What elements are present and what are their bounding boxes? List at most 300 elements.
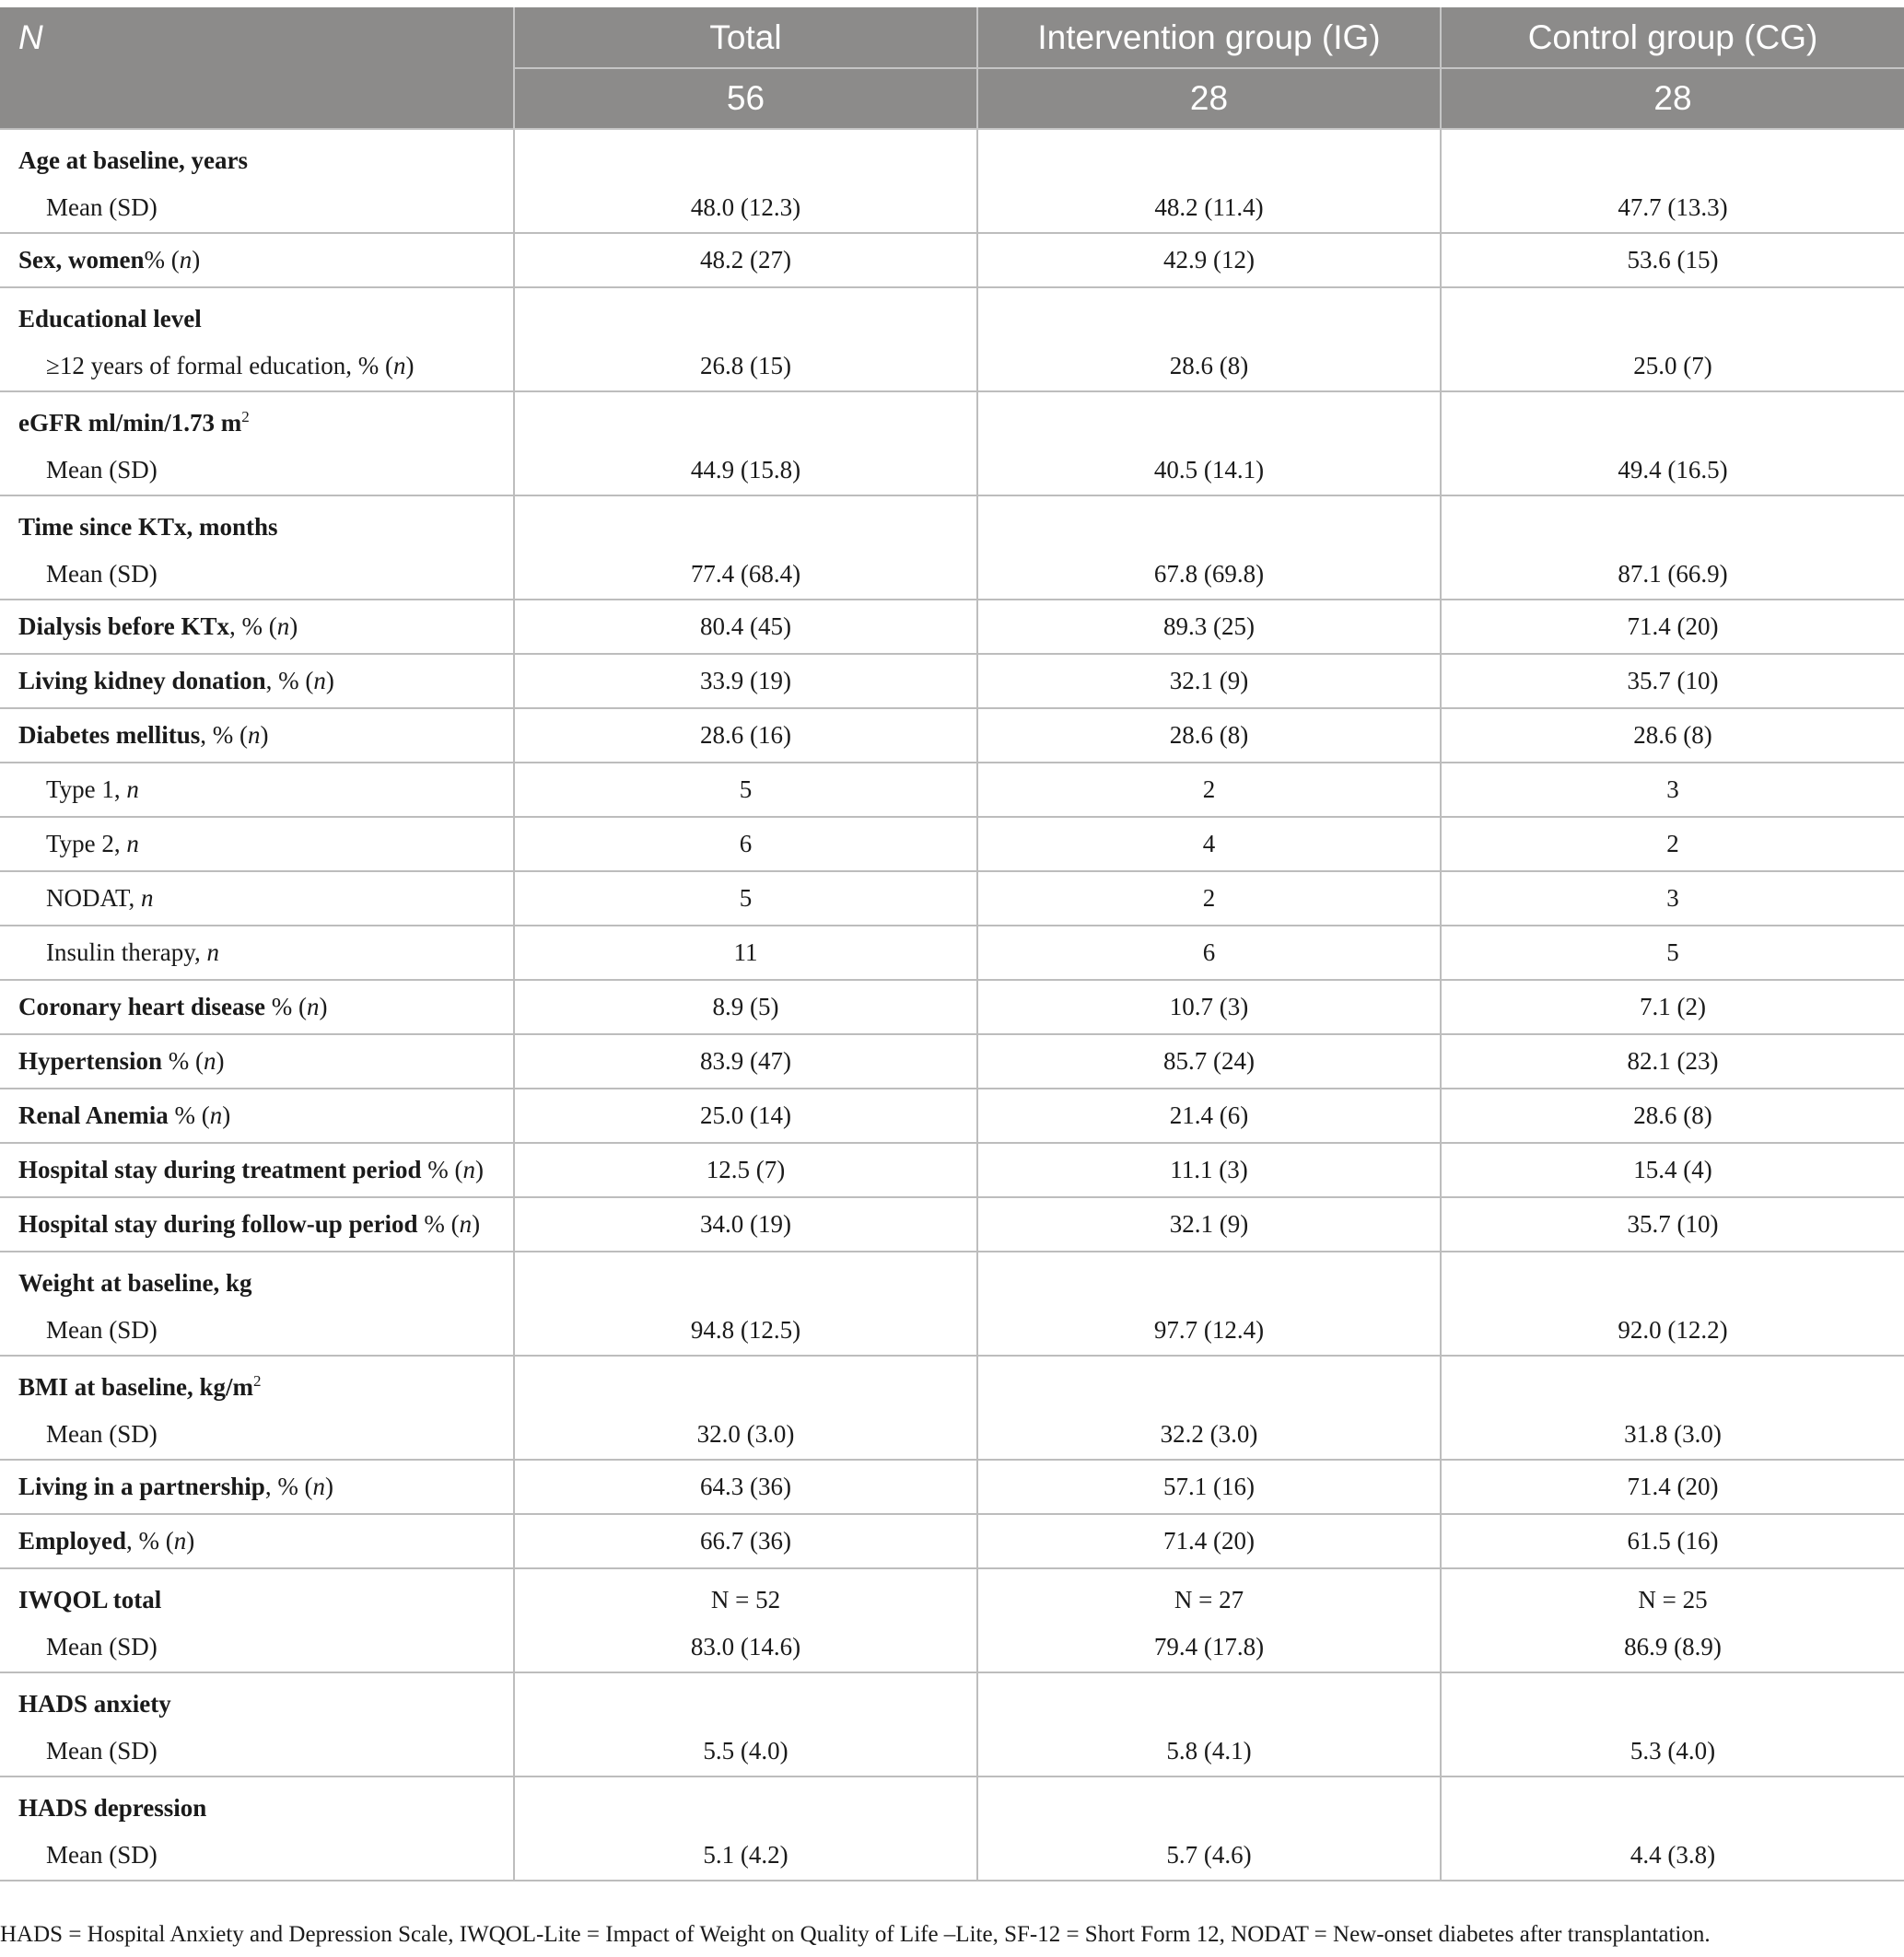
label-superscript: 2 xyxy=(253,1372,262,1390)
cell-subvalue: 4.4 (3.8) xyxy=(1629,1841,1716,1869)
label-italic: n xyxy=(179,246,193,274)
cell-subvalue: 94.8 (12.5) xyxy=(690,1316,801,1344)
cell-value: 28.6 (8) xyxy=(1633,721,1712,749)
row-label xyxy=(0,1673,513,1730)
label-text: Type 1, xyxy=(46,775,127,803)
label-italic: n xyxy=(306,993,320,1020)
row-label-cell xyxy=(0,1197,514,1252)
cell-value: 83.9 (47) xyxy=(700,1047,791,1075)
value-cell xyxy=(514,980,977,1034)
cell-value: 82.1 (23) xyxy=(1627,1047,1719,1075)
value-cell xyxy=(1441,980,1904,1034)
cell-subvalue: 92.0 (12.2) xyxy=(1618,1316,1728,1344)
label-suffix: % ( xyxy=(264,993,307,1020)
cell-value xyxy=(978,1673,1440,1730)
value-cell xyxy=(1441,1356,1904,1460)
value-cell xyxy=(514,1514,977,1568)
table-row xyxy=(0,233,1904,287)
cell-value xyxy=(515,496,976,553)
cell-subvalue: 5.8 (4.1) xyxy=(1166,1737,1252,1765)
cell-subvalue: 40.5 (14.1) xyxy=(1153,456,1265,483)
cell-subvalue: 26.8 (15) xyxy=(700,352,791,379)
row-label xyxy=(0,1777,513,1835)
column-header-intervention: Intervention group (IG) xyxy=(977,7,1441,68)
cell-subvalue: 48.2 (11.4) xyxy=(1154,193,1264,221)
cell-value: 35.7 (10) xyxy=(1627,667,1719,694)
value-cell xyxy=(514,495,977,600)
label-suffix: , % ( xyxy=(229,612,277,640)
cell-value xyxy=(515,392,976,449)
value-cell xyxy=(977,1089,1441,1143)
sublabel-text: Mean (SD) xyxy=(46,456,158,483)
cell-subvalue: 67.8 (69.8) xyxy=(1153,560,1265,588)
n-control: 28 xyxy=(1441,68,1904,129)
cell-value xyxy=(1442,1777,1904,1835)
cell-value: 64.3 (36) xyxy=(700,1473,791,1500)
value-cell xyxy=(977,1514,1441,1568)
cell-subvalue: 28.6 (8) xyxy=(1169,352,1249,379)
value-cell xyxy=(1441,871,1904,926)
cell-value: 2 xyxy=(1202,884,1216,912)
label-suffix-end: ) xyxy=(192,246,201,274)
label-italic: n xyxy=(462,1156,475,1183)
cell-value xyxy=(1442,496,1904,553)
cell-subvalue: 5.3 (4.0) xyxy=(1629,1737,1716,1765)
row-label xyxy=(0,1035,513,1088)
row-label-cell xyxy=(0,708,514,763)
cell-value: N = 52 xyxy=(710,1586,781,1613)
row-label xyxy=(0,709,513,762)
cell-value: 3 xyxy=(1666,775,1679,803)
row-label-cell xyxy=(0,926,514,980)
label-bold: Educational level xyxy=(18,305,202,332)
label-bold: Employed xyxy=(18,1527,127,1555)
value-cell xyxy=(1441,1514,1904,1568)
cell-subvalue: 77.4 (68.4) xyxy=(690,560,801,588)
table-body xyxy=(0,129,1904,1881)
cell-value xyxy=(1442,1252,1904,1310)
cell-value: 5 xyxy=(739,884,753,912)
label-suffix: % ( xyxy=(162,1047,204,1075)
row-sublabel xyxy=(0,187,513,232)
cell-value: 61.5 (16) xyxy=(1627,1527,1719,1555)
cell-subvalue: 87.1 (66.9) xyxy=(1618,560,1728,588)
value-cell xyxy=(1441,1252,1904,1356)
table-footnote: HADS = Hospital Anxiety and Depression Scale, IWQOL-Lite = Impact of Weight on Quality of Life –Lite, SF-12 = Short Form 12, NODAT = New-onset diabetes after transplantation. xyxy=(0,1922,1711,1947)
label-bold: IWQOL total xyxy=(18,1586,162,1613)
value-cell xyxy=(977,129,1441,233)
cell-value xyxy=(978,288,1440,345)
table-row xyxy=(0,1514,1904,1568)
value-cell xyxy=(514,871,977,926)
cell-value: 71.4 (20) xyxy=(1627,612,1719,640)
value-cell xyxy=(1441,708,1904,763)
n-intervention: 28 xyxy=(977,68,1441,129)
cell-subvalue: 5.1 (4.2) xyxy=(703,1841,788,1869)
value-cell xyxy=(1441,1776,1904,1881)
value-cell xyxy=(977,1672,1441,1776)
cell-subvalue: 44.9 (15.8) xyxy=(690,456,801,483)
value-cell xyxy=(1441,391,1904,495)
label-bold: eGFR ml/min/1.73 m xyxy=(18,409,242,437)
cell-subvalue: 5.7 (4.6) xyxy=(1166,1841,1252,1869)
n-header: N xyxy=(0,7,514,129)
row-label-cell xyxy=(0,980,514,1034)
row-label xyxy=(0,234,513,286)
table-row xyxy=(0,600,1904,654)
value-cell xyxy=(514,1034,977,1089)
label-italic: n xyxy=(126,775,139,803)
label-suffix: % ( xyxy=(417,1210,460,1238)
value-cell xyxy=(1441,654,1904,708)
row-sublabel xyxy=(0,1414,513,1459)
value-cell xyxy=(1441,129,1904,233)
label-suffix-end: ) xyxy=(222,1101,231,1129)
cell-value: 57.1 (16) xyxy=(1163,1473,1255,1500)
cell-value: 3 xyxy=(1666,884,1679,912)
value-cell xyxy=(977,1197,1441,1252)
row-label-cell xyxy=(0,1089,514,1143)
cell-value: 12.5 (7) xyxy=(706,1156,786,1183)
table-row xyxy=(0,1252,1904,1356)
cell-value: 34.0 (19) xyxy=(700,1210,791,1238)
cell-value: 32.1 (9) xyxy=(1169,667,1249,694)
cell-value: 21.4 (6) xyxy=(1169,1101,1249,1129)
value-cell xyxy=(514,654,977,708)
row-label-cell xyxy=(0,1356,514,1460)
label-suffix-end: ) xyxy=(474,1156,484,1183)
row-label xyxy=(0,981,513,1033)
row-label xyxy=(0,1569,513,1626)
table-header xyxy=(0,7,1904,129)
n-total: 56 xyxy=(514,68,977,129)
cell-value xyxy=(978,1777,1440,1835)
row-label-cell xyxy=(0,1514,514,1568)
label-italic: n xyxy=(126,830,139,857)
cell-subvalue: 97.7 (12.4) xyxy=(1153,1316,1265,1344)
label-italic: n xyxy=(206,938,219,966)
cell-subvalue: 86.9 (8.9) xyxy=(1624,1633,1722,1660)
label-bold: Sex, women xyxy=(18,246,145,274)
cell-value xyxy=(1442,130,1904,187)
cell-value: 15.4 (4) xyxy=(1633,1156,1712,1183)
sublabel-text: Mean (SD) xyxy=(46,1633,158,1660)
label-superscript: 2 xyxy=(241,408,250,425)
label-bold: Living in a partnership xyxy=(18,1473,265,1500)
label-italic: n xyxy=(313,667,326,694)
label-suffix-end: ) xyxy=(319,993,328,1020)
row-label-cell xyxy=(0,1672,514,1776)
row-label xyxy=(0,1461,513,1513)
value-cell xyxy=(514,1672,977,1776)
cell-subvalue: 47.7 (13.3) xyxy=(1618,193,1728,221)
row-label xyxy=(0,926,513,979)
value-cell xyxy=(1441,287,1904,391)
table-row xyxy=(0,1568,1904,1672)
cell-value xyxy=(1442,392,1904,449)
value-cell xyxy=(1441,817,1904,871)
row-label-cell xyxy=(0,129,514,233)
label-suffix: , % ( xyxy=(265,667,314,694)
label-bold: Dialysis before KTx xyxy=(18,612,229,640)
table-row xyxy=(0,817,1904,871)
table-row xyxy=(0,1197,1904,1252)
value-cell xyxy=(1441,763,1904,817)
value-cell xyxy=(514,763,977,817)
row-label xyxy=(0,1144,513,1196)
label-suffix-end: ) xyxy=(289,612,298,640)
value-cell xyxy=(1441,1672,1904,1776)
table-row xyxy=(0,1460,1904,1514)
value-cell xyxy=(1441,1197,1904,1252)
value-cell xyxy=(514,926,977,980)
table-row xyxy=(0,1776,1904,1881)
value-cell xyxy=(514,1089,977,1143)
value-cell xyxy=(977,871,1441,926)
row-label xyxy=(0,872,513,925)
row-label-cell xyxy=(0,600,514,654)
row-label xyxy=(0,130,513,187)
table-row xyxy=(0,1356,1904,1460)
label-bold: Weight at baseline, kg xyxy=(18,1269,252,1297)
table-row xyxy=(0,871,1904,926)
cell-value: 11 xyxy=(733,938,758,966)
value-cell xyxy=(514,1143,977,1197)
label-suffix-end: ) xyxy=(260,721,269,749)
row-label xyxy=(0,1252,513,1310)
value-cell xyxy=(514,708,977,763)
row-sublabel xyxy=(0,553,513,599)
label-italic: n xyxy=(276,612,290,640)
cell-value: 7.1 (2) xyxy=(1640,993,1706,1020)
value-cell xyxy=(977,287,1441,391)
cell-value: 28.6 (8) xyxy=(1169,721,1249,749)
label-bold: Living kidney donation xyxy=(18,667,266,694)
row-label-cell xyxy=(0,1460,514,1514)
cell-value: 25.0 (14) xyxy=(700,1101,791,1129)
table-row xyxy=(0,926,1904,980)
cell-subvalue: 83.0 (14.6) xyxy=(690,1633,801,1660)
label-bold: Diabetes mellitus xyxy=(18,721,201,749)
sublabel-text: ≥12 years of formal education, % ( xyxy=(46,352,393,379)
cell-value: N = 27 xyxy=(1174,1586,1244,1613)
cell-value xyxy=(1442,288,1904,345)
label-bold: HADS anxiety xyxy=(18,1690,171,1718)
row-label-cell xyxy=(0,1252,514,1356)
cell-value xyxy=(515,130,976,187)
table-row xyxy=(0,708,1904,763)
value-cell xyxy=(977,495,1441,600)
value-cell xyxy=(977,391,1441,495)
table-row xyxy=(0,287,1904,391)
row-label xyxy=(0,392,513,449)
table-row xyxy=(0,980,1904,1034)
sublabel-text: Mean (SD) xyxy=(46,1420,158,1448)
cell-value xyxy=(515,1777,976,1835)
label-italic: n xyxy=(312,1473,326,1500)
row-label xyxy=(0,1357,513,1414)
cell-value: N = 25 xyxy=(1638,1586,1708,1613)
row-label xyxy=(0,655,513,707)
row-label-cell xyxy=(0,1143,514,1197)
table-row xyxy=(0,1143,1904,1197)
cell-value: 32.1 (9) xyxy=(1169,1210,1249,1238)
cell-value: 10.7 (3) xyxy=(1169,993,1249,1020)
cell-value: 11.1 (3) xyxy=(1170,1156,1248,1183)
cell-value: 28.6 (8) xyxy=(1633,1101,1712,1129)
cell-value: 42.9 (12) xyxy=(1163,246,1255,274)
value-cell xyxy=(977,763,1441,817)
value-cell xyxy=(977,654,1441,708)
row-label-cell xyxy=(0,391,514,495)
cell-value: 48.2 (27) xyxy=(700,246,791,274)
cell-value xyxy=(515,1673,976,1730)
label-suffix: , % ( xyxy=(264,1473,313,1500)
cell-subvalue: 32.0 (3.0) xyxy=(696,1420,795,1448)
row-label-cell xyxy=(0,654,514,708)
table-row xyxy=(0,495,1904,600)
row-label-cell xyxy=(0,287,514,391)
value-cell xyxy=(514,1460,977,1514)
label-italic: n xyxy=(459,1210,473,1238)
value-cell xyxy=(977,708,1441,763)
cell-value: 66.7 (36) xyxy=(700,1527,791,1555)
cell-value xyxy=(1442,1357,1904,1414)
label-suffix-end: ) xyxy=(472,1210,481,1238)
row-label xyxy=(0,1198,513,1251)
row-label-cell xyxy=(0,763,514,817)
row-label-cell xyxy=(0,495,514,600)
value-cell xyxy=(977,817,1441,871)
baseline-characteristics-table xyxy=(0,7,1904,1881)
value-cell xyxy=(1441,1460,1904,1514)
row-label xyxy=(0,763,513,816)
cell-value: 6 xyxy=(739,830,753,857)
value-cell xyxy=(1441,233,1904,287)
row-sublabel xyxy=(0,1310,513,1355)
row-label xyxy=(0,600,513,653)
cell-subvalue: 32.2 (3.0) xyxy=(1160,1420,1258,1448)
label-bold: Coronary heart disease xyxy=(18,993,265,1020)
cell-value: 6 xyxy=(1202,938,1216,966)
value-cell xyxy=(1441,1568,1904,1672)
table-row xyxy=(0,763,1904,817)
table-row xyxy=(0,654,1904,708)
label-suffix-end: ) xyxy=(216,1047,225,1075)
cell-value xyxy=(515,1357,976,1414)
cell-value xyxy=(515,288,976,345)
label-suffix-end: ) xyxy=(325,667,334,694)
cell-subvalue: 48.0 (12.3) xyxy=(690,193,801,221)
header-row-groups xyxy=(0,7,1904,68)
sublabel-text: Mean (SD) xyxy=(46,1316,158,1344)
cell-value xyxy=(978,1252,1440,1310)
value-cell xyxy=(514,1356,977,1460)
cell-subvalue: 31.8 (3.0) xyxy=(1624,1420,1722,1448)
value-cell xyxy=(977,1143,1441,1197)
value-cell xyxy=(514,817,977,871)
table-row xyxy=(0,1672,1904,1776)
sublabel-text: Mean (SD) xyxy=(46,1841,158,1869)
label-italic: n xyxy=(209,1101,223,1129)
value-cell xyxy=(1441,926,1904,980)
row-label xyxy=(0,288,513,345)
label-italic: n xyxy=(173,1527,187,1555)
label-bold: Age at baseline, years xyxy=(18,146,248,174)
label-italic: n xyxy=(247,721,261,749)
table-row xyxy=(0,1089,1904,1143)
cell-value: 35.7 (10) xyxy=(1627,1210,1719,1238)
cell-value: 28.6 (16) xyxy=(700,721,791,749)
value-cell xyxy=(977,926,1441,980)
cell-value: 4 xyxy=(1202,830,1216,857)
label-text: Type 2, xyxy=(46,830,127,857)
cell-value xyxy=(1442,1673,1904,1730)
value-cell xyxy=(977,1356,1441,1460)
table-row xyxy=(0,391,1904,495)
row-sublabel xyxy=(0,345,513,390)
value-cell xyxy=(1441,1143,1904,1197)
row-label xyxy=(0,496,513,553)
label-suffix: , % ( xyxy=(200,721,248,749)
row-label-cell xyxy=(0,1568,514,1672)
cell-value: 2 xyxy=(1202,775,1216,803)
label-suffix-end: ) xyxy=(186,1527,195,1555)
label-suffix: % ( xyxy=(421,1156,463,1183)
table-row xyxy=(0,129,1904,233)
cell-value xyxy=(978,392,1440,449)
row-sublabel xyxy=(0,1730,513,1776)
value-cell xyxy=(514,287,977,391)
label-suffix: , % ( xyxy=(126,1527,174,1555)
cell-value: 85.7 (24) xyxy=(1163,1047,1255,1075)
value-cell xyxy=(977,1568,1441,1672)
row-label xyxy=(0,1515,513,1567)
label-bold: Hospital stay during treatment period xyxy=(18,1156,422,1183)
cell-value xyxy=(515,1252,976,1310)
label-bold: Hospital stay during follow-up period xyxy=(18,1210,418,1238)
label-suffix: % ( xyxy=(168,1101,210,1129)
row-label-cell xyxy=(0,817,514,871)
value-cell xyxy=(977,600,1441,654)
row-sublabel xyxy=(0,1835,513,1880)
row-label-cell xyxy=(0,871,514,926)
cell-value: 5 xyxy=(1666,938,1679,966)
value-cell xyxy=(977,1460,1441,1514)
label-suffix: % ( xyxy=(144,246,180,274)
sublabel-text: Mean (SD) xyxy=(46,1737,158,1765)
label-bold: Renal Anemia xyxy=(18,1101,169,1129)
column-header-total: Total xyxy=(514,7,977,68)
cell-value xyxy=(978,496,1440,553)
cell-value: 71.4 (20) xyxy=(1163,1527,1255,1555)
value-cell xyxy=(514,1197,977,1252)
value-cell xyxy=(514,1568,977,1672)
value-cell xyxy=(1441,495,1904,600)
cell-value: 80.4 (45) xyxy=(700,612,791,640)
cell-value xyxy=(978,1357,1440,1414)
row-label-cell xyxy=(0,233,514,287)
value-cell xyxy=(514,129,977,233)
cell-subvalue: 79.4 (17.8) xyxy=(1153,1633,1265,1660)
label-italic: n xyxy=(141,884,154,912)
value-cell xyxy=(977,980,1441,1034)
row-label-cell xyxy=(0,1776,514,1881)
cell-value: 33.9 (19) xyxy=(700,667,791,694)
label-text: Insulin therapy, xyxy=(46,938,207,966)
value-cell xyxy=(977,1252,1441,1356)
cell-subvalue: 25.0 (7) xyxy=(1633,352,1712,379)
